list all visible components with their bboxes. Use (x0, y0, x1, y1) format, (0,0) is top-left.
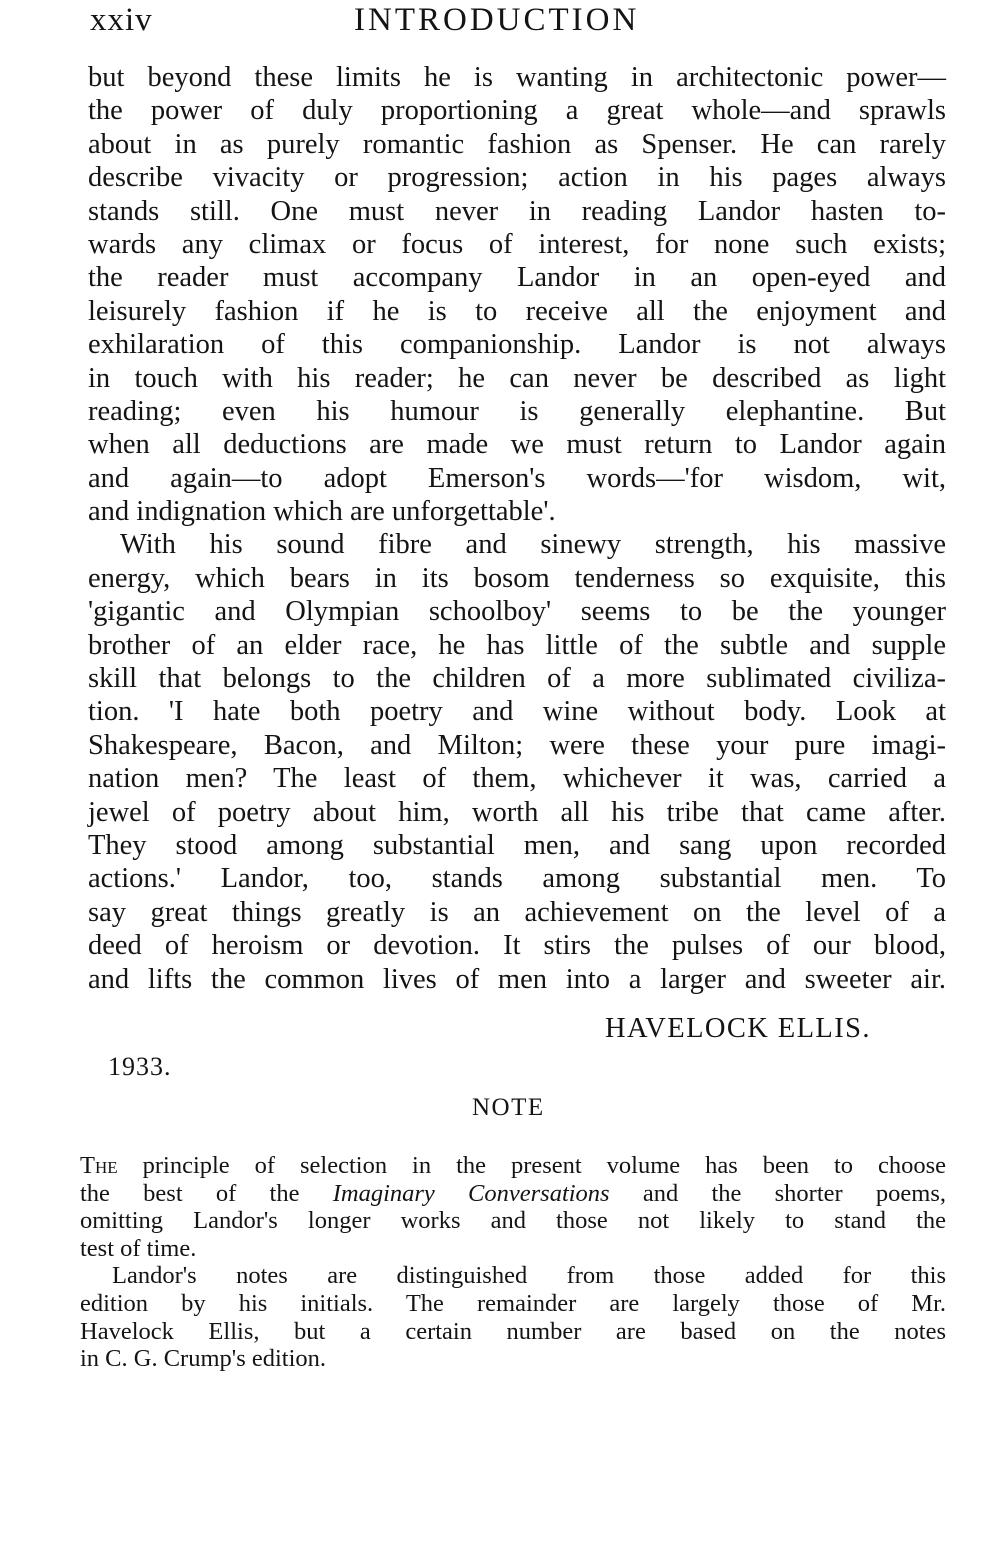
page-number: xxiv (90, 2, 153, 38)
text-line: energy, which bears in its bosom tenderness so exquisite, this (88, 562, 946, 594)
book-title: Imaginary Conversations (332, 1179, 610, 1207)
text-line: omitting Landor's longer works and those not likely to stand the (80, 1207, 946, 1235)
paragraph (88, 61, 946, 528)
text-span: the best of the (80, 1179, 333, 1207)
text-line: say great things greatly is an achievement on the level of a (88, 896, 946, 928)
text-line: and again—to adopt Emerson's words—'for wisdom, wit, (88, 462, 946, 494)
author-signature: HAVELOCK ELLIS. (605, 1013, 871, 1044)
text-line: in touch with his reader; he can never be described as light (88, 362, 946, 394)
text-line: nation men? The least of them, whichever it was, carried a (88, 763, 946, 795)
text-line: skill that belongs to the children of a more sublimated civiliza- (88, 663, 946, 695)
text-line: Shakespeare, Bacon, and Milton; were these your pure imagi- (88, 729, 946, 761)
text-line: test of time. (80, 1234, 197, 1262)
paragraph (80, 1152, 946, 1262)
text-line: brother of an elder race, he has little of the subtle and supple (88, 629, 946, 661)
paragraph (88, 528, 946, 995)
text-line: when all deductions are made we must return to Landor again (88, 429, 946, 461)
running-title: INTRODUCTION (354, 2, 640, 38)
text-line: describe vivacity or progression; action in his pages always (88, 162, 946, 194)
text-line: Landor's notes are distinguished from those added for this (112, 1262, 946, 1290)
text-line: stands still. One must never in reading Landor hasten to- (88, 195, 946, 227)
text-line: tion. 'I hate both poetry and wine without body. Look at (88, 696, 946, 728)
text-line: in C. G. Crump's edition. (80, 1345, 327, 1373)
drop-lead-word: The (80, 1152, 118, 1179)
text-line: the power of duly proportioning a great whole—and sprawls (88, 95, 946, 127)
text-line: edition by his initials. The remainder are largely those of Mr. (80, 1289, 946, 1317)
text-line: actions.' Landor, too, stands among substantial men. To (88, 863, 946, 895)
text-line: the reader must accompany Landor in an open-eyed and (88, 262, 946, 294)
note-heading: NOTE (472, 1094, 545, 1121)
text-line: but beyond these limits he is wanting in architectonic power— (88, 62, 946, 93)
text-span: and the shorter poems, (609, 1179, 946, 1207)
text-span: principle of selection in the present volume has been to choose (117, 1152, 946, 1179)
text-line (80, 1152, 946, 1180)
text-line: They stood among substantial men, and sang upon recorded (88, 829, 946, 861)
date: 1933. (108, 1052, 172, 1081)
paragraph (80, 1262, 946, 1372)
text-line: wards any climax or focus of interest, for none such exists; (88, 228, 946, 260)
text-line: and lifts the common lives of men into a larger and sweeter air. (88, 963, 946, 995)
text-line: deed of heroism or devotion. It stirs the pulses of our blood, (88, 930, 946, 962)
text-line: about in as purely romantic fashion as Spenser. He can rarely (88, 128, 946, 160)
text-line: leisurely fashion if he is to receive all the enjoyment and (88, 295, 946, 327)
text-line: Havelock Ellis, but a certain number are based on the notes (80, 1317, 946, 1345)
text-line: and indignation which are unforgettable'. (88, 496, 556, 528)
text-line: With his sound fibre and sinewy strength, his massive (120, 529, 946, 561)
text-line: exhilaration of this companionship. Landor is not always (88, 329, 946, 361)
introduction-body (88, 61, 946, 996)
text-line: reading; even his humour is generally elephantine. But (88, 395, 946, 427)
text-line (80, 1180, 946, 1208)
text-line: 'gigantic and Olympian schoolboy' seems to be the younger (88, 596, 946, 628)
text-line: jewel of poetry about him, worth all his tribe that came after. (88, 796, 946, 828)
note-body (80, 1152, 946, 1373)
